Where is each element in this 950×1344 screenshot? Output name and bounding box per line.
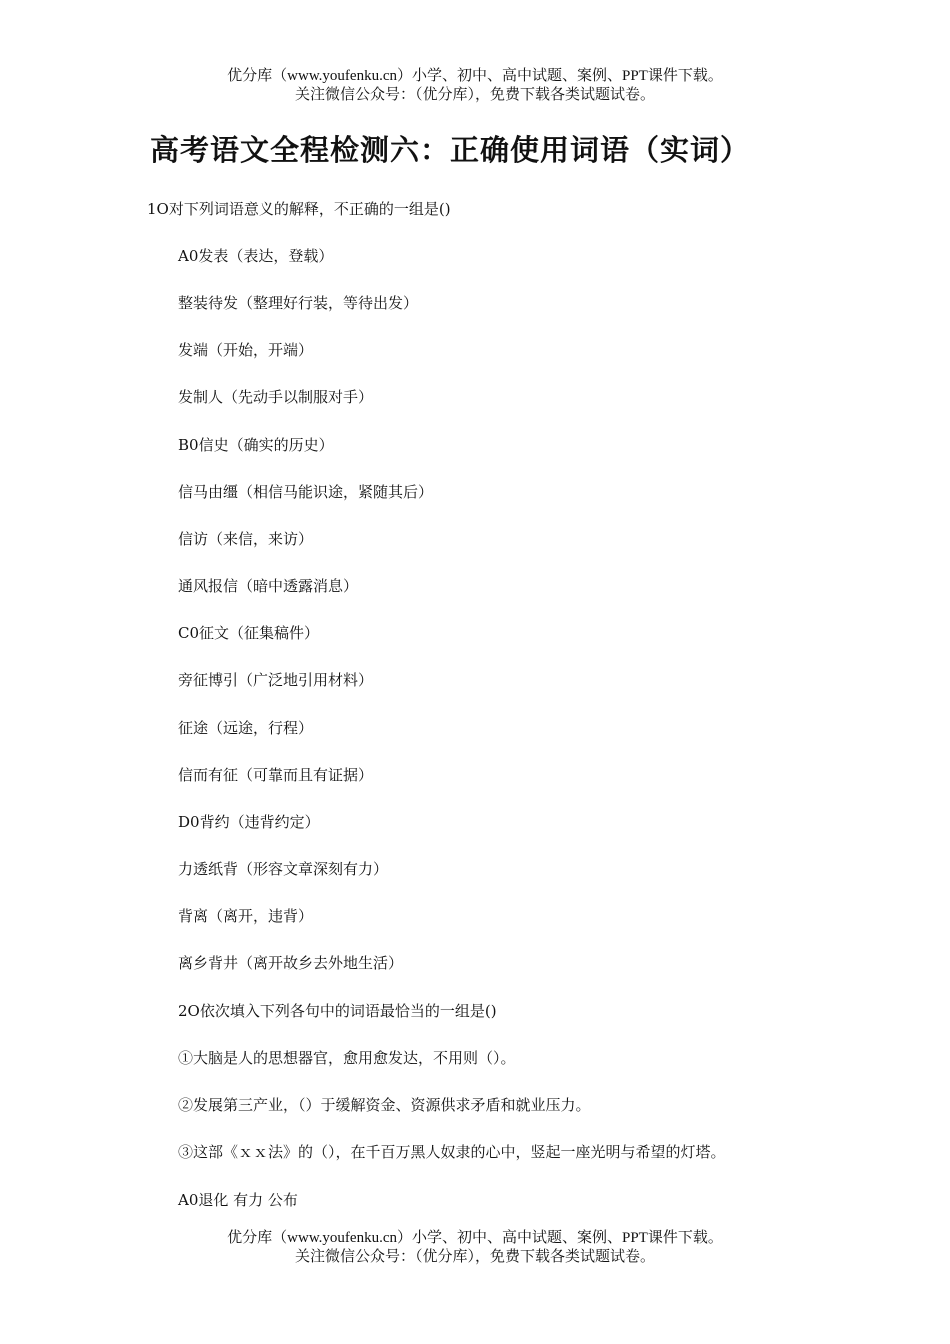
q1-item: 离乡背井（离开故乡去外地生活）: [178, 954, 404, 972]
header-line-1: 优分库（www.youfenku.cn）小学、初中、高中试题、案例、PPT课件下载。: [227, 68, 723, 84]
q2-sentence-1: ①大脑是人的思想器官，愈用愈发达，不用则（）。: [178, 1049, 516, 1067]
q1-item: 征途（远途，行程）: [178, 719, 314, 737]
page-header: [0, 67, 950, 105]
question-1-stem: 1O对下列词语意义的解释，不正确的一组是(): [147, 200, 451, 218]
q1-item: 整装待发（整理好行装，等待出发）: [178, 294, 419, 312]
q1-item: 发制人（先动手以制服对手）: [178, 388, 374, 406]
q2-sentence-2: ②发展第三产业，（）于缓解资金、资源供求矛盾和就业压力。: [178, 1096, 591, 1114]
q2-sentence-3: ③这部《ｘｘ法》的（），在千百万黑人奴隶的心中，竖起一座光明与希望的灯塔。: [178, 1143, 726, 1161]
page-footer: [0, 1229, 950, 1267]
q1-item-a: A0发表（表达，登载）: [178, 247, 334, 265]
header-line-2: 关注微信公众号：（优分库），免费下载各类试题试卷。: [294, 87, 655, 103]
q1-item: 背离（离开，违背）: [178, 907, 314, 925]
q1-item: 旁征博引（广泛地引用材料）: [178, 671, 374, 689]
q2-option-a: A0退化 有力 公布: [178, 1191, 298, 1209]
footer-line-1: 优分库（www.youfenku.cn）小学、初中、高中试题、案例、PPT课件下载。: [227, 1230, 723, 1246]
q1-item: 力透纸背（形容文章深刻有力）: [178, 860, 389, 878]
q1-item: 发端（开始，开端）: [178, 341, 314, 359]
q1-item-b: B0信史（确实的历史）: [178, 436, 334, 454]
q1-item-c: C0征文（征集稿件）: [178, 624, 320, 642]
question-2-stem: 2O依次填入下列各句中的词语最恰当的一组是(): [178, 1002, 497, 1020]
q1-item: 通风报信（暗中透露消息）: [178, 577, 359, 595]
footer-line-2: 关注微信公众号：（优分库），免费下载各类试题试卷。: [294, 1249, 655, 1265]
q1-item-d: D0背约（违背约定）: [178, 813, 320, 831]
q1-item: 信访（来信，来访）: [178, 530, 314, 548]
q1-item: 信而有征（可靠而且有证据）: [178, 766, 374, 784]
document-title: 高考语文全程检测六：正确使用词语（实词）: [149, 133, 750, 167]
q1-item: 信马由缰（相信马能识途，紧随其后）: [178, 483, 434, 501]
